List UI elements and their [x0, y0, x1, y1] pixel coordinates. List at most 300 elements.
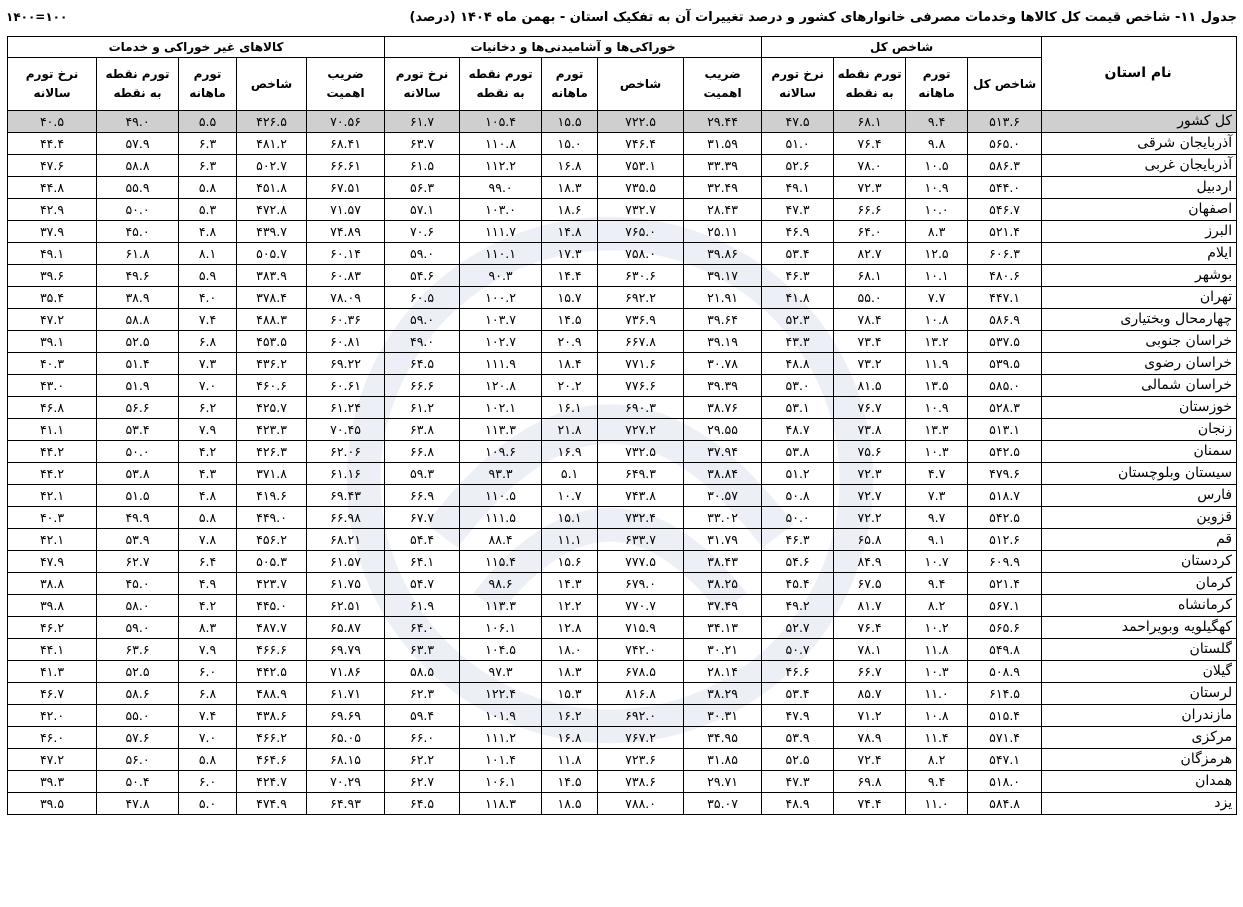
table-cell: ۵۹.۳	[385, 463, 460, 485]
table-cell: ۷۵۳.۱	[598, 155, 684, 177]
table-cell: ۳۷۸.۴	[237, 287, 307, 309]
table-cell: ۴۳.۳	[762, 331, 834, 353]
table-cell: ۶۷.۵	[834, 573, 906, 595]
table-cell: ۶۲.۷	[97, 551, 179, 573]
table-cell: ۳۷.۴۹	[684, 595, 762, 617]
table-cell: ۶۳.۸	[385, 419, 460, 441]
table-cell: ۳۵.۰۷	[684, 793, 762, 815]
table-cell: ۵۸.۰	[97, 595, 179, 617]
table-cell: ۷۷۱.۶	[598, 353, 684, 375]
table-cell: ۷۶۵.۰	[598, 221, 684, 243]
subheader-total-monthly: تورم ماهانه	[906, 58, 968, 111]
table-cell: ۴۵.۰	[97, 221, 179, 243]
table-cell: ۷۷۷.۵	[598, 551, 684, 573]
table-cell: ۴۱۹.۶	[237, 485, 307, 507]
table-cell: ۷۰.۵۶	[307, 111, 385, 133]
table-cell: ۵۴۹.۸	[968, 639, 1042, 661]
table-cell: ۴۲۵.۷	[237, 397, 307, 419]
table-row	[8, 727, 1237, 749]
table-cell: ۳۱.۸۵	[684, 749, 762, 771]
table-cell: ۵۲۱.۴	[968, 573, 1042, 595]
table-cell: ۴۶.۷	[8, 683, 97, 705]
table-cell: ۶۷.۵۱	[307, 177, 385, 199]
table-cell: ۱۲.۲	[542, 595, 598, 617]
table-cell: ۶۰.۶۱	[307, 375, 385, 397]
table-cell: ۴۲۴.۷	[237, 771, 307, 793]
table-cell: ۷.۴	[179, 705, 237, 727]
table-cell: ۷۲.۳	[834, 177, 906, 199]
table-cell: ۶۰.۱۴	[307, 243, 385, 265]
table-cell: ۱۰.۸	[906, 705, 968, 727]
table-cell: ۱۸.۳	[542, 177, 598, 199]
table-cell: ۶۹.۷۹	[307, 639, 385, 661]
table-cell: ۴۶.۳	[762, 529, 834, 551]
table-cell: ۵۱۸.۰	[968, 771, 1042, 793]
province-name: خراسان رضوی	[1042, 353, 1237, 375]
subheader-food-index: شاخص	[598, 58, 684, 111]
table-cell: ۴۳۶.۲	[237, 353, 307, 375]
province-name: مازندران	[1042, 705, 1237, 727]
table-cell: ۱۴.۸	[542, 221, 598, 243]
table-cell: ۶۴.۵	[385, 353, 460, 375]
table-cell: ۱۰.۹	[906, 397, 968, 419]
table-cell: ۱۸.۴	[542, 353, 598, 375]
table-cell: ۵۷۱.۴	[968, 727, 1042, 749]
table-cell: ۵.۹	[179, 265, 237, 287]
table-row	[8, 463, 1237, 485]
table-cell: ۱۱.۴	[906, 727, 968, 749]
table-cell: ۴۸۱.۲	[237, 133, 307, 155]
table-cell: ۱۰.۹	[906, 177, 968, 199]
table-cell: ۳۰.۲۱	[684, 639, 762, 661]
table-cell: ۶۴.۹۳	[307, 793, 385, 815]
table-cell: ۷۳۲.۷	[598, 199, 684, 221]
table-cell: ۷۶.۷	[834, 397, 906, 419]
table-cell: ۷۸.۰	[834, 155, 906, 177]
table-title: جدول ۱۱- شاخص قیمت کل کالاها وخدمات مصرفی خانوارهای کشور و درصد تغییرات آن به تفکیک استان - بهمن ماه ۱۴۰۴ (درصد)	[409, 9, 1237, 25]
table-cell: ۱۱.۸	[906, 639, 968, 661]
table-cell: ۴۶.۲	[8, 617, 97, 639]
table-cell: ۵۷.۹	[97, 133, 179, 155]
table-cell: ۴۷.۲	[8, 309, 97, 331]
table-cell: ۶۴۹.۳	[598, 463, 684, 485]
table-cell: ۶۱.۷	[385, 111, 460, 133]
table-cell: ۴۰.۵	[8, 111, 97, 133]
table-cell: ۵۱۸.۷	[968, 485, 1042, 507]
table-cell: ۳۳.۰۲	[684, 507, 762, 529]
table-row	[8, 573, 1237, 595]
table-cell: ۳۸.۴۳	[684, 551, 762, 573]
table-cell: ۵۴۷.۱	[968, 749, 1042, 771]
table-cell: ۴۸۸.۹	[237, 683, 307, 705]
table-cell: ۵۱.۴	[97, 353, 179, 375]
province-name: بوشهر	[1042, 265, 1237, 287]
table-cell: ۸۴.۹	[834, 551, 906, 573]
table-cell: ۶۴.۱	[385, 551, 460, 573]
table-cell: ۴.۳	[179, 463, 237, 485]
table-cell: ۴۷.۹	[762, 705, 834, 727]
table-row	[8, 221, 1237, 243]
table-cell: ۷۳۵.۵	[598, 177, 684, 199]
table-cell: ۶۲.۳	[385, 683, 460, 705]
table-cell: ۲۹.۷۱	[684, 771, 762, 793]
table-cell: ۷۳۲.۴	[598, 507, 684, 529]
table-cell: ۷۲.۴	[834, 749, 906, 771]
table-cell: ۴۹.۰	[97, 111, 179, 133]
table-cell: ۵۸۴.۸	[968, 793, 1042, 815]
table-cell: ۴.۸	[179, 485, 237, 507]
table-cell: ۴۷.۸	[97, 793, 179, 815]
table-cell: ۶۱.۷۱	[307, 683, 385, 705]
table-cell: ۱۱۳.۳	[460, 595, 542, 617]
subheader-total-p2p: تورم نقطه به نقطه	[834, 58, 906, 111]
table-cell: ۴۵.۰	[97, 573, 179, 595]
province-name: قم	[1042, 529, 1237, 551]
table-cell: ۶۲.۲	[385, 749, 460, 771]
table-cell: ۴۶.۳	[762, 265, 834, 287]
table-cell: ۱۶.۱	[542, 397, 598, 419]
table-cell: ۳۰.۵۷	[684, 485, 762, 507]
table-cell: ۶۸.۱۵	[307, 749, 385, 771]
table-cell: ۵۰.۸	[762, 485, 834, 507]
inflation-table	[7, 36, 1237, 815]
table-cell: ۴۴.۲	[8, 441, 97, 463]
table-cell: ۴۸۰.۶	[968, 265, 1042, 287]
table-cell: ۴.۷	[906, 463, 968, 485]
group-header-food: خوراکی‌ها و آشامیدنی‌ها و دخانیات	[385, 37, 762, 58]
table-cell: ۸.۳	[179, 617, 237, 639]
table-cell: ۱۸.۳	[542, 661, 598, 683]
table-cell: ۶۰۶.۳	[968, 243, 1042, 265]
province-name: گیلان	[1042, 661, 1237, 683]
table-cell: ۷.۴	[179, 309, 237, 331]
province-name: زنجان	[1042, 419, 1237, 441]
table-cell: ۳۸.۹	[97, 287, 179, 309]
province-name: کردستان	[1042, 551, 1237, 573]
table-cell: ۱۰۶.۱	[460, 617, 542, 639]
table-cell: ۱۳.۳	[906, 419, 968, 441]
table-cell: ۷۰.۴۵	[307, 419, 385, 441]
table-cell: ۱۶.۸	[542, 155, 598, 177]
table-cell: ۹.۴	[906, 573, 968, 595]
table-cell: ۵۳.۸	[97, 463, 179, 485]
table-cell: ۷۶۷.۲	[598, 727, 684, 749]
table-cell: ۴۷۴.۹	[237, 793, 307, 815]
table-cell: ۶۶.۸	[385, 441, 460, 463]
table-cell: ۱۶.۲	[542, 705, 598, 727]
table-cell: ۷۲.۲	[834, 507, 906, 529]
subheader-food-p2p: تورم نقطه به نقطه	[460, 58, 542, 111]
table-cell: ۷.۰	[179, 727, 237, 749]
province-name: یزد	[1042, 793, 1237, 815]
table-cell: ۴۲.۱	[8, 529, 97, 551]
table-cell: ۳۹.۸	[8, 595, 97, 617]
table-cell: ۶۸.۱	[834, 265, 906, 287]
table-cell: ۵.۳	[179, 199, 237, 221]
table-cell: ۷۷۰.۷	[598, 595, 684, 617]
table-cell: ۹۰.۳	[460, 265, 542, 287]
table-cell: ۵۸۵.۰	[968, 375, 1042, 397]
table-row	[8, 771, 1237, 793]
table-cell: ۶۴.۵	[385, 793, 460, 815]
subheader-nonfood-monthly: تورم ماهانه	[179, 58, 237, 111]
table-cell: ۵۲.۵	[762, 749, 834, 771]
table-cell: ۲۹.۵۵	[684, 419, 762, 441]
table-cell: ۴۴.۲	[8, 463, 97, 485]
table-cell: ۴۷۲.۸	[237, 199, 307, 221]
table-cell: ۵۱۲.۶	[968, 529, 1042, 551]
table-cell: ۱۱۱.۵	[460, 507, 542, 529]
table-cell: ۴۰.۳	[8, 353, 97, 375]
table-cell: ۴.۲	[179, 595, 237, 617]
table-cell: ۴۷.۳	[762, 199, 834, 221]
group-header-row	[8, 37, 1237, 58]
table-cell: ۶۱.۲۴	[307, 397, 385, 419]
table-cell: ۱۴.۴	[542, 265, 598, 287]
table-cell: ۷۸.۴	[834, 309, 906, 331]
table-cell: ۱۰.۲	[906, 617, 968, 639]
table-cell: ۷.۳	[179, 353, 237, 375]
table-cell: ۱۰۰.۲	[460, 287, 542, 309]
table-cell: ۶۳.۷	[385, 133, 460, 155]
table-cell: ۱۰۵.۴	[460, 111, 542, 133]
table-cell: ۵۳.۹	[762, 727, 834, 749]
table-cell: ۱۱۱.۹	[460, 353, 542, 375]
table-cell: ۵۴۲.۵	[968, 441, 1042, 463]
province-name: گلستان	[1042, 639, 1237, 661]
table-cell: ۵۶۵.۶	[968, 617, 1042, 639]
table-cell: ۵۱.۹	[97, 375, 179, 397]
table-cell: ۶۹.۶۹	[307, 705, 385, 727]
table-cell: ۳۱.۵۹	[684, 133, 762, 155]
table-cell: ۶۵.۰۵	[307, 727, 385, 749]
table-cell: ۹.۴	[906, 771, 968, 793]
table-row	[8, 155, 1237, 177]
table-cell: ۶.۸	[179, 683, 237, 705]
table-cell: ۱۸.۰	[542, 639, 598, 661]
table-cell: ۵۰.۰	[97, 199, 179, 221]
table-cell: ۴۴۹.۰	[237, 507, 307, 529]
table-cell: ۳۸.۸۴	[684, 463, 762, 485]
table-cell: ۴۵.۴	[762, 573, 834, 595]
table-cell: ۷.۷	[906, 287, 968, 309]
table-cell: ۳۲.۴۹	[684, 177, 762, 199]
group-header-nonfood: کالاهای غیر خوراکی و خدمات	[8, 37, 385, 58]
table-cell: ۶۰۹.۹	[968, 551, 1042, 573]
table-cell: ۶۰.۳۶	[307, 309, 385, 331]
table-cell: ۴۲۳.۳	[237, 419, 307, 441]
table-cell: ۱۱۳.۳	[460, 419, 542, 441]
table-cell: ۵۴.۴	[385, 529, 460, 551]
table-row	[8, 243, 1237, 265]
table-cell: ۳۹.۵	[8, 793, 97, 815]
table-cell: ۱۰۶.۱	[460, 771, 542, 793]
table-cell: ۴۹.۱	[8, 243, 97, 265]
table-cell: ۶.۲	[179, 397, 237, 419]
table-row	[8, 177, 1237, 199]
table-cell: ۸.۲	[906, 595, 968, 617]
table-cell: ۴۲.۹	[8, 199, 97, 221]
table-cell: ۴۱.۱	[8, 419, 97, 441]
table-cell: ۴۱.۸	[762, 287, 834, 309]
table-cell: ۵۶.۳	[385, 177, 460, 199]
table-cell: ۷.۳	[906, 485, 968, 507]
table-cell: ۸۸.۴	[460, 529, 542, 551]
table-cell: ۴.۰	[179, 287, 237, 309]
table-cell: ۵۸۶.۳	[968, 155, 1042, 177]
table-cell: ۱۴.۵	[542, 771, 598, 793]
subheader-food-monthly: تورم ماهانه	[542, 58, 598, 111]
table-cell: ۱۰.۵	[906, 155, 968, 177]
table-cell: ۵۰۸.۹	[968, 661, 1042, 683]
table-cell: ۵۱.۰	[762, 133, 834, 155]
table-cell: ۱۱۰.۵	[460, 485, 542, 507]
province-name: کرمان	[1042, 573, 1237, 595]
table-row	[8, 287, 1237, 309]
table-row	[8, 529, 1237, 551]
province-name: کهگیلویه وبویراحمد	[1042, 617, 1237, 639]
table-row	[8, 749, 1237, 771]
table-cell: ۴۲۶.۳	[237, 441, 307, 463]
table-cell: ۶۳۰.۶	[598, 265, 684, 287]
table-row	[8, 397, 1237, 419]
province-name: همدان	[1042, 771, 1237, 793]
province-name: سیستان وبلوچستان	[1042, 463, 1237, 485]
table-cell: ۵۳.۴	[762, 243, 834, 265]
table-cell: ۷۴۶.۴	[598, 133, 684, 155]
table-cell: ۵۳.۴	[762, 683, 834, 705]
table-cell: ۴۹.۶	[97, 265, 179, 287]
table-cell: ۶۶.۶۱	[307, 155, 385, 177]
subheader-food-annual: نرخ تورم سالانه	[385, 58, 460, 111]
table-cell: ۵.۵	[179, 111, 237, 133]
table-cell: ۱۱.۰	[906, 793, 968, 815]
table-cell: ۵۲.۶	[762, 155, 834, 177]
table-body	[8, 111, 1237, 815]
table-row	[8, 419, 1237, 441]
table-cell: ۵۷.۶	[97, 727, 179, 749]
table-cell: ۴۶۰.۶	[237, 375, 307, 397]
table-cell: ۵۵.۰	[97, 705, 179, 727]
table-cell: ۷.۹	[179, 419, 237, 441]
table-cell: ۱۰.۳	[906, 441, 968, 463]
table-cell: ۵۹.۰	[385, 243, 460, 265]
table-cell: ۵۵.۰	[834, 287, 906, 309]
province-header: نام استان	[1042, 37, 1237, 111]
table-cell: ۶۶.۰	[385, 727, 460, 749]
title-bar	[6, 4, 1237, 30]
subheader-total-annual: نرخ تورم سالانه	[762, 58, 834, 111]
province-name: فارس	[1042, 485, 1237, 507]
table-cell: ۷.۹	[179, 639, 237, 661]
table-cell: ۳۹.۳۹	[684, 375, 762, 397]
table-cell: ۸۱۶.۸	[598, 683, 684, 705]
table-cell: ۷۷۶.۶	[598, 375, 684, 397]
table-cell: ۷۰.۲۹	[307, 771, 385, 793]
table-cell: ۷۳۸.۶	[598, 771, 684, 793]
table-cell: ۵۷.۱	[385, 199, 460, 221]
table-cell: ۶۱.۸	[97, 243, 179, 265]
table-cell: ۳۰.۳۱	[684, 705, 762, 727]
table-cell: ۵.۸	[179, 177, 237, 199]
province-name: سمنان	[1042, 441, 1237, 463]
table-cell: ۳۴.۱۳	[684, 617, 762, 639]
table-cell: ۳۵.۴	[8, 287, 97, 309]
table-cell: ۳۹.۱۷	[684, 265, 762, 287]
table-cell: ۱۱۲.۲	[460, 155, 542, 177]
table-cell: ۸۲.۷	[834, 243, 906, 265]
table-cell: ۴۶۶.۶	[237, 639, 307, 661]
table-cell: ۱۲۰.۸	[460, 375, 542, 397]
table-cell: ۷۵۸.۰	[598, 243, 684, 265]
table-cell: ۶۱.۵۷	[307, 551, 385, 573]
subheader-total-index: شاخص کل	[968, 58, 1042, 111]
province-name: خراسان شمالی	[1042, 375, 1237, 397]
table-cell: ۴۳۹.۷	[237, 221, 307, 243]
table-cell: ۱۰.۳	[906, 661, 968, 683]
table-cell: ۶۴.۰	[834, 221, 906, 243]
province-name: آذربایجان شرقی	[1042, 133, 1237, 155]
table-cell: ۴۷.۶	[8, 155, 97, 177]
table-cell: ۵۳.۰	[762, 375, 834, 397]
table-cell: ۷۱.۸۶	[307, 661, 385, 683]
table-cell: ۱۴.۵	[542, 309, 598, 331]
table-cell: ۳۱.۷۹	[684, 529, 762, 551]
table-cell: ۱۸.۵	[542, 793, 598, 815]
table-cell: ۱۰۳.۷	[460, 309, 542, 331]
table-cell: ۶۰.۸۱	[307, 331, 385, 353]
table-cell: ۵۳۷.۵	[968, 331, 1042, 353]
table-cell: ۶۷۹.۰	[598, 573, 684, 595]
table-cell: ۵۱.۵	[97, 485, 179, 507]
subheader-nonfood-index: شاخص	[237, 58, 307, 111]
table-cell: ۶۹.۴۳	[307, 485, 385, 507]
table-cell: ۶۹۰.۳	[598, 397, 684, 419]
group-header-total: شاخص کل	[762, 37, 1042, 58]
table-cell: ۷۸.۹	[834, 727, 906, 749]
table-cell: ۴۷.۵	[762, 111, 834, 133]
table-cell: ۱۱۱.۷	[460, 221, 542, 243]
table-cell: ۵۳.۹	[97, 529, 179, 551]
table-cell: ۵۳۹.۵	[968, 353, 1042, 375]
table-cell: ۳۸۳.۹	[237, 265, 307, 287]
table-cell: ۴۳۸.۶	[237, 705, 307, 727]
table-cell: ۳۰.۷۸	[684, 353, 762, 375]
table-cell: ۵۴۴.۰	[968, 177, 1042, 199]
table-cell: ۴.۹	[179, 573, 237, 595]
table-cell: ۶۱.۵	[385, 155, 460, 177]
table-cell: ۵۸.۸	[97, 155, 179, 177]
table-cell: ۶۲.۷	[385, 771, 460, 793]
table-cell: ۵.۸	[179, 507, 237, 529]
table-cell: ۶۳۳.۷	[598, 529, 684, 551]
table-cell: ۵۴۶.۷	[968, 199, 1042, 221]
table-cell: ۱۰.۸	[906, 309, 968, 331]
table-cell: ۹۳.۳	[460, 463, 542, 485]
table-cell: ۵۹.۴	[385, 705, 460, 727]
table-row	[8, 617, 1237, 639]
table-cell: ۸۱.۷	[834, 595, 906, 617]
table-cell: ۵۱۳.۱	[968, 419, 1042, 441]
table-cell: ۱۰۴.۵	[460, 639, 542, 661]
table-cell: ۳۴.۹۵	[684, 727, 762, 749]
table-cell: ۶۸.۴۱	[307, 133, 385, 155]
table-row	[8, 133, 1237, 155]
table-cell: ۵۲.۷	[762, 617, 834, 639]
table-cell: ۷۲۳.۶	[598, 749, 684, 771]
table-row	[8, 485, 1237, 507]
table-cell: ۵۱۳.۶	[968, 111, 1042, 133]
